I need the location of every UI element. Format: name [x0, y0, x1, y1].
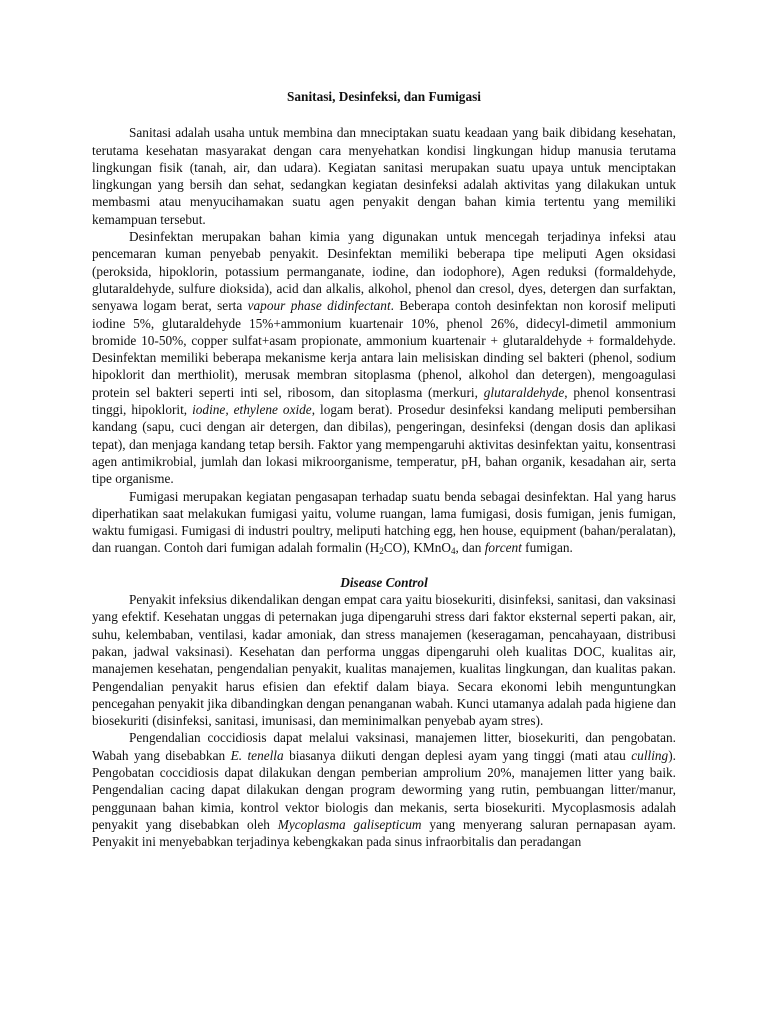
italic-term: forcent: [484, 540, 522, 556]
text-run: , phenol konsentrasi tinggi, hipoklorit,: [92, 384, 676, 418]
italic-term: culling: [631, 747, 669, 763]
text-run: . Beberapa contoh desinfektan non korosif meliputi iodine 5%, glutaraldehyde 15%+ammonium kuartenair 10%, phenol 26%, didecyl-dimetil ammonium bromide 10-50%, copper sulfat+asam propionate, ammonium kuartenair + glutaraldehyde + formaldehyde. Desinfektan memiliki beberapa mekanisme kerja antara lain melisiskan dinding sel bakteri (phenol, sodium hipoklorit dan merthiolit), merusak membran sitoplasma (phenol, alkohol dan detergen), mengoagulasi protein sel bakteri seperti inti sel, ribosom, dan sitoplasma (merkuri,: [92, 298, 676, 400]
text-run: ). Pengobatan coccidiosis dapat dilakukan dengan pemberian amprolium 20%, manajemen litter yang baik. Pengendalian cacing dapat dilakukan dengan program deworming yang rutin, pembuangan litter/manur, penggunaan bahan kimia, kontrol vektor biologis dan mekanis, serta biosekuriti. Mycoplasmosis adalah penyakit yang disebabkan oleh: [92, 747, 676, 832]
text-run: Pengendalian coccidiosis dapat melalui vaksinasi, manajemen litter, biosekuriti, dan pengobatan. Wabah yang disebabkan: [92, 730, 676, 763]
document-page: [92, 88, 676, 850]
text-run: CO), KMnO: [383, 540, 452, 556]
subscript: 4: [451, 546, 456, 557]
italic-term: E. tenella: [230, 747, 284, 763]
subscript: 2: [379, 546, 384, 557]
text-run: biasanya diikuti dengan deplesi ayam yang tinggi (mati atau: [283, 747, 632, 763]
paragraph-disease-control: Penyakit infeksius dikendalikan dengan empat cara yaitu biosekuriti, disinfeksi, sanitasi, dan vaksinasi yang efektif. Kesehatan unggas di peternakan juga dipengaruhi stress dari faktor eksternal seperti pakan, air, suhu, kelembaban, ventilasi, kadar amoniak, dan stress manajemen (keseragaman, pencahayaan, distribusi pakan, jadwal vaksinasi). Kesehatan dan performa unggas dipengaruhi oleh kualitas DOC, kualitas air, manajemen kesehatan, pengendalian penyakit, kualitas manajemen, kualitas lingkungan, dan kualitas pakan. Pengendalian penyakit harus efisien dan efektif dalam biaya. Secara ekonomi lebih menguntungkan pencegahan penyakit jika dibandingkan dengan penanganan wabah. Kunci utamanya adalah pada higiene dan biosekuriti (disinfeksi, sanitasi, imunisasi, dan meminimalkan penyebab ayam stres).: [92, 592, 676, 729]
text-run: yang menyerang saluran pernapasan ayam. Penyakit ini menyebabkan terjadinya kebengkakan pada sinus infraorbitalis dan peradangan: [92, 816, 676, 850]
italic-term: vapour phase didinfectant: [247, 298, 391, 314]
section-heading-disease-control: Disease Control: [340, 574, 428, 590]
paragraph-desinfektan: [92, 228, 676, 487]
italic-term: iodine, ethylene oxide: [192, 402, 312, 418]
text-run: fumigan.: [521, 540, 573, 556]
italic-term: Mycoplasma galisepticum: [277, 816, 422, 832]
paragraph-fumigasi: [92, 488, 676, 557]
text-run: , logam berat). Prosedur desinfeksi kandang meliputi pembersihan kandang (sapu, cuci dengan air detergen, dan dibilas), pengeringan, desinfeksi (dengan dosis dan aplikasi tepat), dan menjaga kandang tetap bersih. Faktor yang mempengaruhi aktivitas desinfektan yaitu, konsentrasi agen antimikrobial, jumlah dan lokasi mikroorganisme, temperatur, pH, bahan organik, kesadahan air, serta tipe organisme.: [92, 402, 676, 487]
document-title: Sanitasi, Desinfeksi, dan Fumigasi: [287, 89, 481, 104]
paragraph-coccidiosis: [92, 729, 676, 850]
text-run: , dan: [455, 540, 485, 556]
text-run: Fumigasi merupakan kegiatan pengasapan terhadap suatu benda sebagai desinfektan. Hal yang harus diperhatikan saat melakukan fumigasi yaitu, volume ruangan, lama fumigasi, dosis fumigan, jenis fumigan, waktu fumigasi. Fumigasi di industri poultry, meliputi hatching egg, hen house, equipment (bahan/peralatan), dan ruangan. Contoh dari fumigan adalah formalin (H: [92, 488, 676, 556]
text-run: Desinfektan merupakan bahan kimia yang digunakan untuk mencegah terjadinya infeksi atau pencemaran kuman penyebab penyakit. Desinfektan memiliki beberapa tipe meliputi Agen oksidasi (peroksida, hipoklorin, potassium permanganate, iodine, dan iodophore), Agen reduksi (formaldehyde, glutaraldehyde, sulfure dioksida), acid dan alkalis, alkohol, phenol dan cresol, dyes, detergen dan surfaktan, senyawa logam berat, serta: [92, 229, 676, 314]
italic-term: glutaraldehyde: [483, 384, 565, 400]
paragraph-sanitasi: Sanitasi adalah usaha untuk membina dan mneciptakan suatu keadaan yang baik dibidang kesehatan, terutama kesehatan masyarakat dengan cara menyehatkan kondisi lingkungan hidup manusia terutama lingkungan fisik (tanah, air, dan udara). Kegiatan sanitasi merupakan suatu upaya untuk menciptakan lingkungan yang bersih dan sehat, sedangkan kegiatan desinfeksi adalah aktivitas yang dilakukan untuk membasmi atau menyucihamakan suatu agen penyakit dengan bahan kimia tertentu yang memiliki kemampuan tersebut.: [92, 125, 676, 227]
